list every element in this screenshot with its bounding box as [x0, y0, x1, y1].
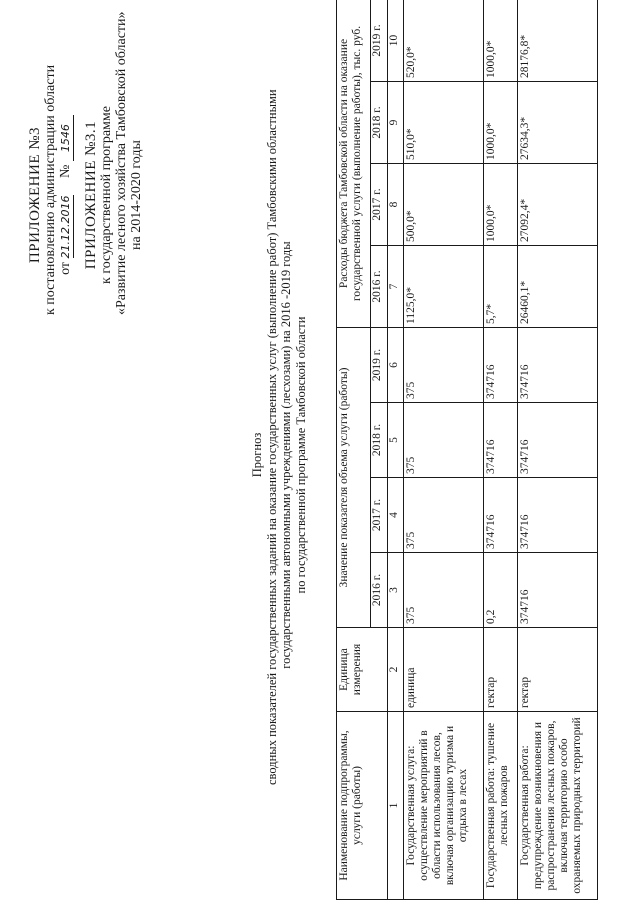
- service-name: Государственная работа: предупреждение возникновения и распространения лесных пожаров, включая территорию особо охраняемых природных территорий: [518, 712, 598, 900]
- table-header-row: [337, 0, 371, 900]
- column-number: 10: [387, 0, 403, 81]
- unit-cell: единица: [404, 628, 484, 712]
- appendix-subtitle: ПРИЛОЖЕНИЕ №3.1: [83, 120, 99, 270]
- number-prefix: №: [58, 164, 73, 178]
- volume-cell: 374716: [483, 478, 517, 553]
- appendix-title: ПРИЛОЖЕНИЕ №3: [27, 126, 43, 264]
- volume-year: 2018 г.: [371, 403, 387, 478]
- budget-cell: 510,0*: [404, 81, 484, 163]
- budget-cell: 1125,0*: [404, 245, 484, 327]
- program-name: «Развитие лесного хозяйства Тамбовской области»: [114, 11, 129, 315]
- volume-cell: 374716: [483, 327, 517, 402]
- document-title: Прогноз: [250, 432, 264, 478]
- program-period: на 2014-2020 годы: [129, 140, 144, 250]
- appendix-date-line: [58, 75, 74, 315]
- appendix-header: [27, 11, 144, 315]
- budget-cell: 1000,0*: [483, 0, 517, 81]
- budget-cell: 500,0*: [404, 163, 484, 245]
- program-line: к государственной программе: [99, 106, 114, 284]
- budget-cell: 1000,0*: [483, 163, 517, 245]
- volume-cell: 374716: [483, 403, 517, 478]
- column-number: 4: [387, 478, 403, 553]
- budget-cell: 27634,3*: [518, 81, 598, 163]
- volume-cell: 375: [404, 327, 484, 402]
- volume-cell: 374716: [518, 327, 598, 402]
- budget-cell: 27092,4*: [518, 163, 598, 245]
- volume-year: 2017 г.: [371, 478, 387, 553]
- volume-cell: 375: [404, 403, 484, 478]
- column-number: 7: [387, 245, 403, 327]
- appendix-decree-line: к постановлению администрации области: [43, 64, 58, 315]
- volume-year: 2019 г.: [371, 327, 387, 402]
- budget-cell: 1000,0*: [483, 81, 517, 163]
- header-volume: Значение показателя объема услуги (работы): [337, 327, 371, 627]
- column-number: 9: [387, 81, 403, 163]
- decree-date: 21.12.2016: [59, 195, 72, 259]
- heading-line-1: сводных показателей государственных заданий на оказание государственных услуг (выполнение работ) Тамбовскими областными: [264, 89, 279, 785]
- document-heading: [250, 89, 308, 785]
- column-number: 8: [387, 163, 403, 245]
- decree-number: 1546: [58, 115, 74, 161]
- column-number: 6: [387, 327, 403, 402]
- column-number: 1: [387, 712, 403, 900]
- volume-cell: 0,2: [483, 553, 517, 628]
- budget-cell: 26460,1*: [518, 245, 598, 327]
- table-row: [404, 0, 484, 900]
- heading-line-3: по государственной программе Тамбовской области: [293, 316, 308, 594]
- service-name: Государственная услуга: осуществление мероприятий в области использования лесов, включая организацию туризма и отдыха в лесах: [404, 712, 484, 900]
- header-name: Наименование подпрограммы, услуги (работы): [337, 712, 388, 900]
- heading-line-2: государственными автономными учреждениями (лесхозами) на 2016 -2019 годы: [279, 241, 293, 669]
- unit-cell: гектар: [518, 628, 598, 712]
- table-column-numbers-row: [387, 0, 403, 900]
- volume-cell: 374716: [518, 403, 598, 478]
- budget-year: 2019 г.: [371, 0, 387, 81]
- column-number: 2: [387, 628, 403, 712]
- volume-cell: 375: [404, 478, 484, 553]
- volume-year: 2016 г.: [371, 553, 387, 628]
- unit-cell: гектар: [483, 628, 517, 712]
- service-name: Государственная работа: тушение лесных пожаров: [483, 712, 517, 900]
- forecast-table: [336, 0, 598, 900]
- budget-year: 2018 г.: [371, 81, 387, 163]
- budget-cell: 5,7*: [483, 245, 517, 327]
- date-prefix: от: [58, 261, 73, 275]
- budget-year: 2016 г.: [371, 245, 387, 327]
- column-number: 5: [387, 403, 403, 478]
- volume-cell: 375: [404, 553, 484, 628]
- column-number: 3: [387, 553, 403, 628]
- budget-cell: 520,0*: [404, 0, 484, 81]
- header-unit: Единица измерения: [337, 628, 388, 712]
- budget-year: 2017 г.: [371, 163, 387, 245]
- table-row: [518, 0, 598, 900]
- table-row: [483, 0, 517, 900]
- header-budget: Расходы бюджета Тамбовской области на оказание государственной услуги (выполнение работы), тыс. руб.: [337, 0, 371, 327]
- budget-cell: 28176,8*: [518, 0, 598, 81]
- volume-cell: 374716: [518, 553, 598, 628]
- volume-cell: 374716: [518, 478, 598, 553]
